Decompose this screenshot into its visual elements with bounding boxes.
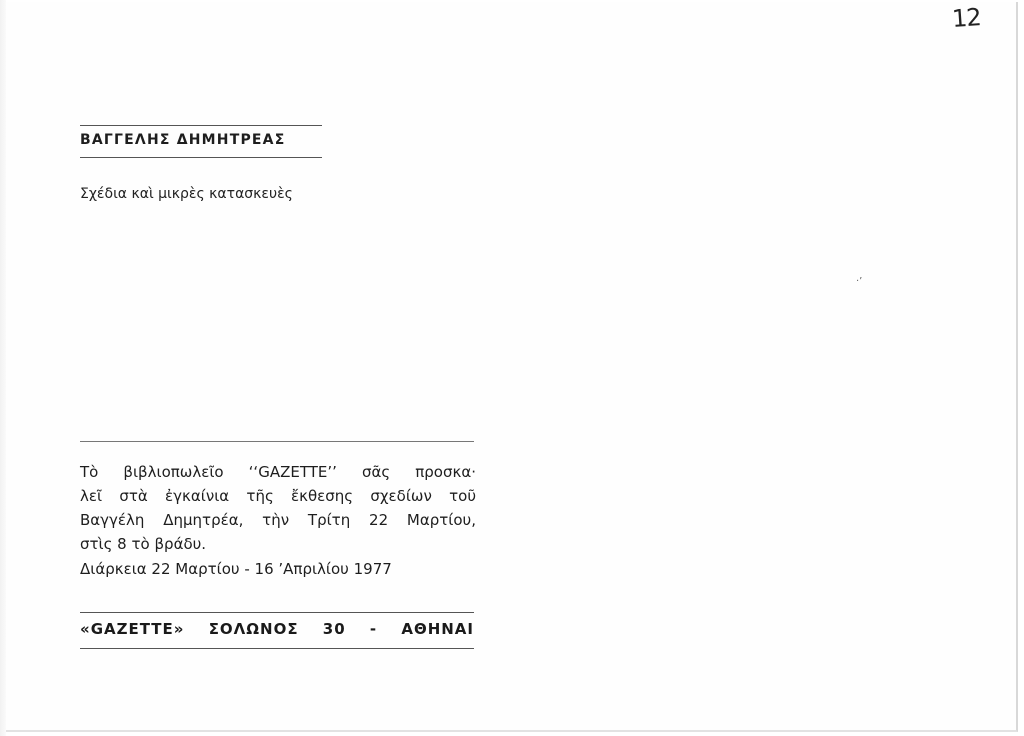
invitation-line: στὶς 8 τὸ βράδυ. <box>80 535 207 553</box>
header-top-rule <box>80 125 322 126</box>
invitation-top-rule <box>80 441 474 442</box>
gallery-address: «GAZETTE» ΣΟΛΩΝΟΣ 30 - ΑΘΗΝΑΙ <box>80 620 474 638</box>
invitation-line: λεῖ στὰ ἐγκαίνια τῆς ἔκθεσης σχεδίων τοῦ <box>80 487 476 505</box>
footer-bottom-rule <box>80 648 474 649</box>
exhibition-subtitle: Σχέδια καὶ μικρὲς κατασκευὲς <box>80 186 293 202</box>
handwritten-page-number: 12 <box>951 3 982 33</box>
invitation-line: Τὸ βιβλιοπωλεῖο ‘‘GAZETTE’’ σᾶς προσκα· <box>80 463 476 481</box>
exhibition-duration: Διάρκεια 22 Μαρτίου - 16 ’Απριλίου 1977 <box>80 560 392 578</box>
paper-speck: ·’ <box>856 276 863 287</box>
invitation-text <box>80 460 476 556</box>
artist-name: ΒΑΓΓΕΛΗΣ ΔΗΜΗΤΡΕΑΣ <box>80 132 286 148</box>
header-bottom-rule <box>80 157 322 158</box>
footer-top-rule <box>80 612 474 613</box>
invitation-line: Βαγγέλη Δημητρέα, τὴν Τρίτη 22 Μαρτίου, <box>80 511 476 529</box>
